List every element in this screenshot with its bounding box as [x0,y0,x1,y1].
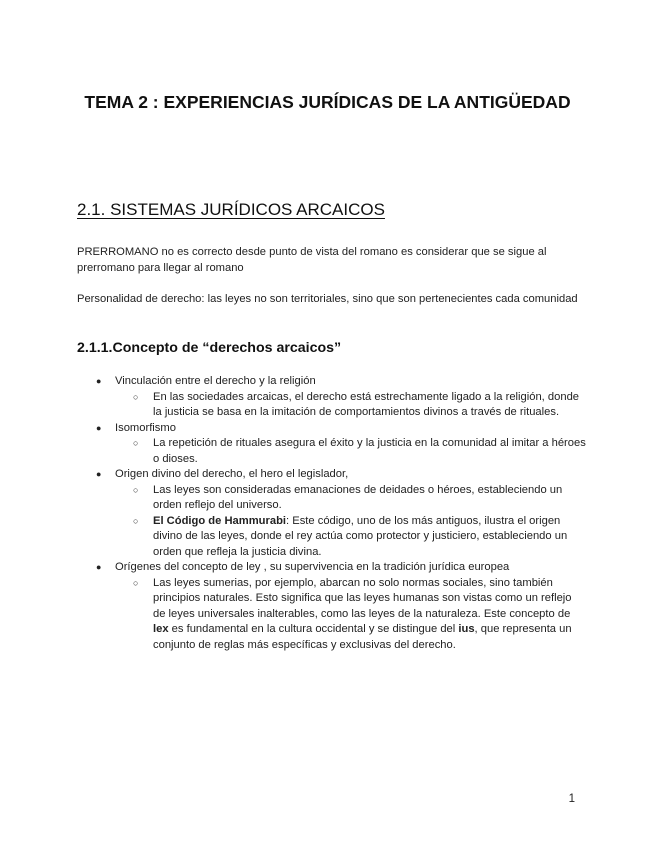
concept-list [96,374,586,653]
list-item-text: Vinculación entre el derecho y la religión [115,375,316,387]
document-title: TEMA 2 : EXPERIENCIAS JURÍDICAS DE LA ANTIGÜEDAD [84,92,571,112]
list-item-text: Origen divino del derecho, el hero el legislador, [115,468,349,480]
hammurabi-bold-term: El Código de Hammurabi [153,514,287,527]
bullet-circle-icon: ○ [133,484,139,495]
sub-list [115,576,586,654]
list-item [96,560,586,653]
page-number: 1 [568,793,575,805]
sub-list [115,483,586,561]
sub-list-item [115,390,586,421]
ius-bold-term: ius [458,623,475,635]
bullet-dot-icon: ● [96,469,102,479]
list-item [96,421,586,468]
sub-list-item [115,436,586,467]
list-item [96,374,586,421]
sub-list-item-text: La repetición de rituales asegura el éxito y la justicia en la comunidad al imitar a héroes o dioses. [153,437,586,465]
lex-text-part1: Las leyes sumerias, por ejemplo, abarcan no solo normas sociales, sino también principios naturales. Esto significa que las leyes humanas son vistas como un reflejo de leyes universales inalterables, como las leyes de la naturaleza. Este concepto de [153,576,572,620]
lex-text-part2: es fundamental en la cultura occidental y se distingue del [168,623,459,635]
paragraph-prerromano: PRERROMANO no es correcto desde punto de vista del romano es considerar que se sigue al prerromano para llegar al romano [77,246,547,274]
bullet-circle-icon: ○ [133,438,139,448]
section-heading: 2.1. SISTEMAS JURÍDICOS ARCAICOS [77,200,385,219]
sub-list [115,390,586,421]
sub-list-item-text: En las sociedades arcaicas, el derecho está estrechamente ligado a la religión, donde la justicia se basa en la imitación de comportamientos divinos a través de rituales. [153,390,580,418]
list-item [96,467,586,560]
list-item-text: Isomorfismo [115,421,176,434]
paragraph-personalidad: Personalidad de derecho: las leyes no son territoriales, sino que son pertenecientes cada comunidad [77,293,578,305]
bullet-dot-icon: ● [96,562,102,572]
list-item-text: Orígenes del concepto de ley , su supervivencia en la tradición jurídica europea [115,561,510,573]
bullet-dot-icon: ● [96,422,102,433]
subsection-heading: 2.1.1.Concepto de “derechos arcaicos” [77,340,342,356]
lex-text-part3: , que representa un conjunto de reglas más específicas y exclusivas del derecho. [153,623,572,651]
bullet-circle-icon: ○ [133,515,139,526]
bullet-circle-icon: ○ [133,577,139,588]
bullet-dot-icon: ● [96,376,102,386]
hammurabi-text: : Este código, uno de los más antiguos, ilustra el origen divino de las leyes, donde el rey actúa como protector y justiciero, estableciendo un orden que refleja la justicia divina. [153,514,568,558]
sub-list-item-text: Las leyes son consideradas emanaciones de deidades o héroes, estableciendo un orden reflejo del universo. [153,483,563,511]
sub-list-item [115,576,586,654]
sub-list-item [115,514,586,561]
sub-list-item [115,483,586,514]
sub-list [115,436,586,467]
bullet-circle-icon: ○ [133,391,139,402]
lex-bold-term: lex [153,623,169,635]
